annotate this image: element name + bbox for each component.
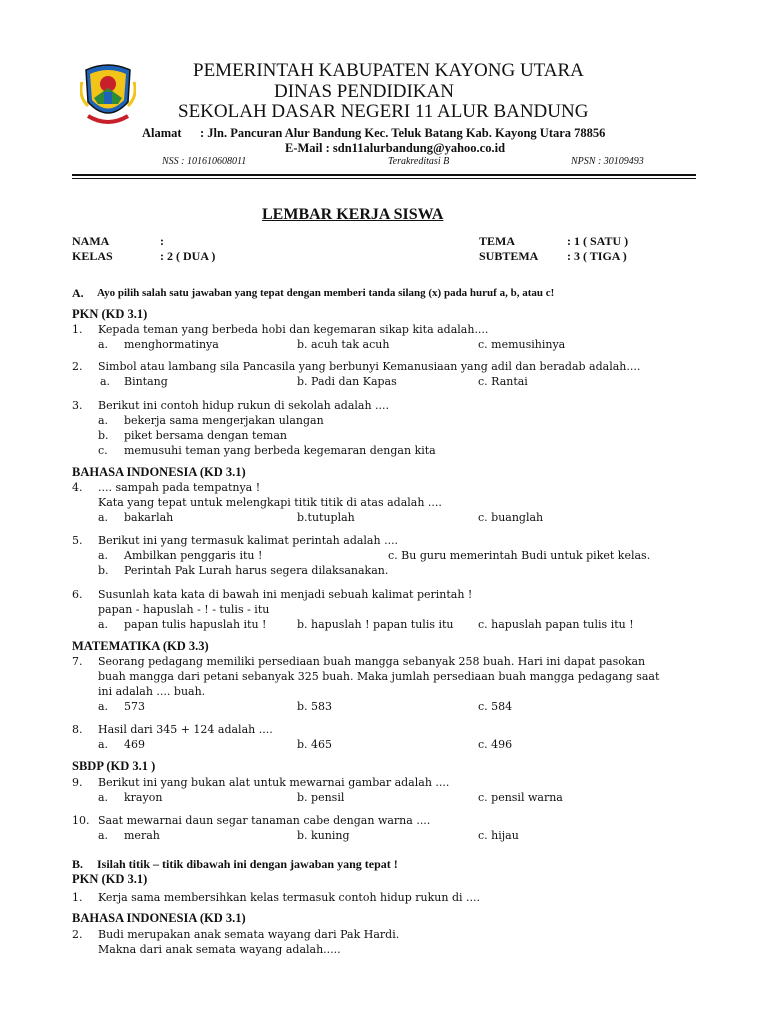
section-a-instruction: Ayo pilih salah satu jawaban yang tepat dengan memberi tanda silang (x) pada huruf a, b, atau c!: [97, 287, 555, 299]
q7-option-b: b. 583: [297, 700, 333, 713]
q10-option-b: b. kuning: [297, 829, 350, 842]
q9-text: Berikut ini yang bukan alat untuk mewarnai gambar adalah ....: [98, 776, 450, 789]
q2-option-a: Bintang: [124, 375, 168, 388]
q9-option-c: c. pensil warna: [478, 791, 563, 804]
q8-option-a-letter: a.: [98, 738, 109, 751]
address-label: Alamat: [142, 126, 182, 140]
header-department: DINAS PENDIDIKAN: [274, 81, 454, 102]
q7-text: Seorang pedagang memiliki persediaan buah mangga sebanyak 258 buah. Hari ini dapat pasokan: [98, 655, 646, 668]
q1-option-b: b. acuh tak acuh: [297, 338, 390, 351]
q6-text-2: papan - hapuslah - ! - tulis - itu: [98, 603, 270, 616]
q9-option-a-letter: a.: [98, 791, 109, 804]
q8-option-b: b. 465: [297, 738, 333, 751]
b-q1-text: Kerja sama membersihkan kelas termasuk contoh hidup rukun di ....: [98, 891, 481, 904]
q7-text-2: buah mangga dari petani sebanyak 325 buah. Maka jumlah persediaan buah mangga pedagang saat: [98, 670, 660, 683]
email-text: E-Mail : sdn11alurbandung@yahoo.co.id: [285, 141, 506, 155]
q6-option-c: c. hapuslah papan tulis itu !: [478, 618, 634, 631]
q10-option-c: c. hijau: [478, 829, 519, 842]
section-b-instruction: Isilah titik – titik dibawah ini dengan jawaban yang tepat !: [97, 857, 398, 871]
section-a-letter: A.: [72, 286, 84, 300]
q2-option-a-letter: a.: [100, 375, 111, 388]
q1-option-a: menghormatinya: [124, 338, 219, 351]
q1-option-c: c. memusihinya: [478, 338, 566, 351]
q8-number: 8.: [72, 723, 83, 736]
q6-number: 6.: [72, 588, 83, 601]
q3-option-b-letter: b.: [98, 429, 109, 442]
page-title: LEMBAR KERJA SISWA: [262, 206, 444, 223]
q2-option-b: b. Padi dan Kapas: [297, 375, 397, 388]
nss-text: NSS : 101610608011: [162, 156, 247, 167]
sbdp-heading: SBDP (KD 3.1 ): [72, 759, 156, 773]
kabupaten-emblem-icon: [80, 62, 136, 132]
q7-option-c: c. 584: [478, 700, 513, 713]
header-government: PEMERINTAH KABUPATEN KAYONG UTARA: [193, 60, 584, 81]
q10-option-a-letter: a.: [98, 829, 109, 842]
q5-text: Berikut ini yang termasuk kalimat perintah adalah ....: [98, 534, 399, 547]
q3-text: Berikut ini contoh hidup rukun di sekolah adalah ....: [98, 399, 390, 412]
q7-option-a-letter: a.: [98, 700, 109, 713]
q8-option-c: c. 496: [478, 738, 513, 751]
q1-option-a-letter: a.: [98, 338, 109, 351]
q4-option-b: b.tutuplah: [297, 511, 355, 524]
q8-text: Hasil dari 345 + 124 adalah ....: [98, 723, 273, 736]
q5-option-b: Perintah Pak Lurah harus segera dilaksanakan.: [124, 564, 389, 577]
pkn-heading: PKN (KD 3.1): [72, 307, 148, 321]
subtema-value: : 3 ( TIGA ): [567, 249, 627, 263]
q6-option-a-letter: a.: [98, 618, 109, 631]
header-divider-thick: [72, 174, 696, 176]
address-text: : Jln. Pancuran Alur Bandung Kec. Teluk Batang Kab. Kayong Utara 78856: [200, 126, 606, 140]
b-q2-text: Budi merupakan anak semata wayang dari Pak Hardi.: [98, 928, 400, 941]
q4-option-a-letter: a.: [98, 511, 109, 524]
q9-option-a: krayon: [124, 791, 163, 804]
bahasa-indonesia-heading: BAHASA INDONESIA (KD 3.1): [72, 465, 246, 479]
nama-value: :: [160, 234, 164, 248]
q2-option-c: c. Rantai: [478, 375, 528, 388]
q10-number: 10.: [72, 814, 90, 827]
header-divider-thin: [72, 178, 696, 179]
header-school: SEKOLAH DASAR NEGERI 11 ALUR BANDUNG: [178, 101, 589, 122]
q3-option-b: piket bersama dengan teman: [124, 429, 287, 442]
q7-option-a: 573: [124, 700, 145, 713]
tema-value: : 1 ( SATU ): [567, 234, 629, 248]
q4-text-2: Kata yang tepat untuk melengkapi titik titik di atas adalah ....: [98, 496, 442, 509]
b-q2-text-2: Makna dari anak semata wayang adalah.....: [98, 943, 341, 956]
q3-option-c-letter: c.: [98, 444, 108, 457]
q2-text: Simbol atau lambang sila Pancasila yang berbunyi Kemanusiaan yang adil dan beradab adalah....: [98, 360, 641, 373]
nama-label: NAMA: [72, 234, 110, 248]
section-b-pkn-heading: PKN (KD 3.1): [72, 872, 148, 886]
q4-number: 4.: [72, 481, 83, 494]
q5-option-a: Ambilkan penggaris itu !: [124, 549, 263, 562]
q7-text-3: ini adalah .... buah.: [98, 685, 206, 698]
q6-option-b: b. hapuslah ! papan tulis itu: [297, 618, 454, 631]
section-b-letter: B.: [72, 857, 84, 871]
q4-option-a: bakarlah: [124, 511, 174, 524]
b-q1-number: 1.: [72, 891, 83, 904]
b-q2-number: 2.: [72, 928, 83, 941]
q7-number: 7.: [72, 655, 83, 668]
q9-number: 9.: [72, 776, 83, 789]
q3-option-a: bekerja sama mengerjakan ulangan: [124, 414, 324, 427]
q3-option-a-letter: a.: [98, 414, 109, 427]
accreditation-text: Terakreditasi B: [388, 156, 450, 167]
q1-number: 1.: [72, 323, 83, 336]
q8-option-a: 469: [124, 738, 145, 751]
kelas-label: KELAS: [72, 249, 113, 263]
q3-option-c: memusuhi teman yang berbeda kegemaran dengan kita: [124, 444, 436, 457]
q4-text: .... sampah pada tempatnya !: [98, 481, 261, 494]
q6-text: Susunlah kata kata di bawah ini menjadi sebuah kalimat perintah !: [98, 588, 473, 601]
q9-option-b: b. pensil: [297, 791, 345, 804]
section-b-bahasa-heading: BAHASA INDONESIA (KD 3.1): [72, 911, 246, 925]
tema-label: TEMA: [479, 234, 515, 248]
q4-option-c: c. buanglah: [478, 511, 544, 524]
subtema-label: SUBTEMA: [479, 249, 539, 263]
matematika-heading: MATEMATIKA (KD 3.3): [72, 639, 209, 653]
npsn-text: NPSN : 30109493: [571, 156, 644, 167]
q10-option-a: merah: [124, 829, 160, 842]
q10-text: Saat mewarnai daun segar tanaman cabe dengan warna ....: [98, 814, 431, 827]
q6-option-a: papan tulis hapuslah itu !: [124, 618, 267, 631]
q5-option-c: c. Bu guru memerintah Budi untuk piket kelas.: [388, 549, 651, 562]
q2-number: 2.: [72, 360, 83, 373]
kelas-value: : 2 ( DUA ): [160, 249, 216, 263]
q1-text: Kepada teman yang berbeda hobi dan kegemaran sikap kita adalah....: [98, 323, 489, 336]
q5-option-b-letter: b.: [98, 564, 109, 577]
q5-option-a-letter: a.: [98, 549, 109, 562]
q3-number: 3.: [72, 399, 83, 412]
q5-number: 5.: [72, 534, 83, 547]
